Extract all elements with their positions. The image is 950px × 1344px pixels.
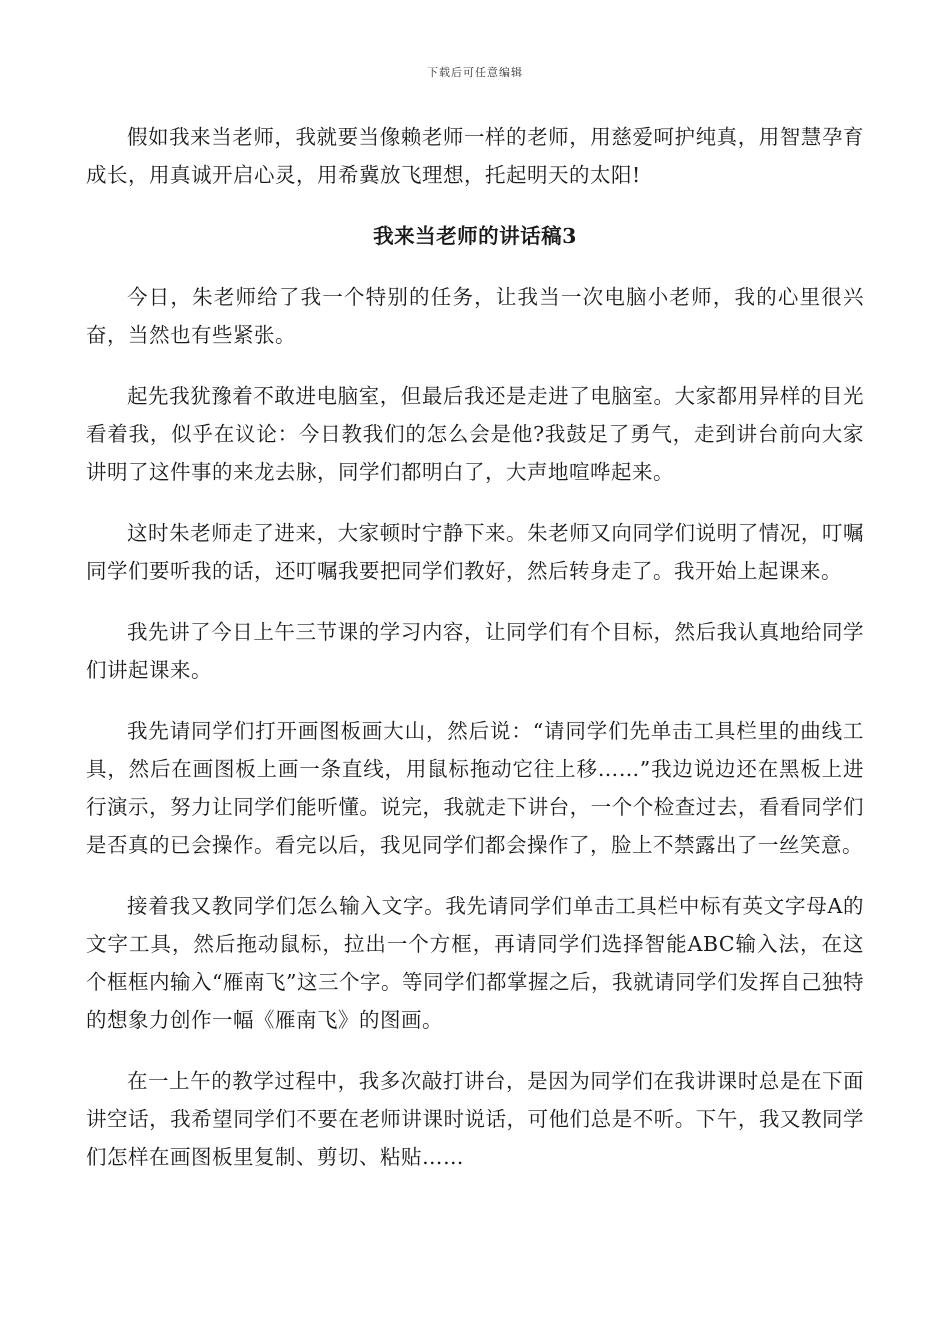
paragraph: 这时朱老师走了进来，大家顿时宁静下来。朱老师又向同学们说明了情况，叮嘱同学们要听我的话，还叮嘱我要把同学们教好，然后转身走了。我开始上起课来。 bbox=[86, 521, 864, 583]
section-title: 我来当老师的讲话稿3 bbox=[373, 224, 577, 248]
paragraph: 我先讲了今日上午三节课的学习内容，让同学们有个目标，然后我认真地给同学们讲起课来。 bbox=[86, 620, 864, 682]
document-body bbox=[86, 118, 864, 1199]
paragraph: 我先请同学们打开画图板画大山，然后说：“请同学们先单击工具栏里的曲线工具，然后在画图板上画一条直线，用鼠标拖动它往上移……”我边说边还在黑板上进行演示，努力让同学们能听懂。说完，我就走下讲台，一个个检查过去，看看同学们是否真的已会操作。看完以后，我见同学们都会操作了，脸上不禁露出了一丝笑意。 bbox=[86, 719, 864, 857]
paragraph: 接着我又教同学们怎么输入文字。我先请同学们单击工具栏中标有英文字母A的文字工具，然后拖动鼠标，拉出一个方框，再请同学们选择智能ABC输入法，在这个框框内输入“雁南飞”这三个字。等同学们都掌握之后，我就请同学们发挥自己独特的想象力创作一幅《雁南飞》的图画。 bbox=[86, 894, 864, 1032]
intro-paragraph: 假如我来当老师，我就要当像赖老师一样的老师，用慈爱呵护纯真，用智慧孕育成长，用真诚开启心灵，用希冀放飞理想，托起明天的太阳! bbox=[86, 125, 864, 187]
paragraph: 在一上午的教学过程中，我多次敲打讲台，是因为同学们在我讲课时总是在下面讲空话，我希望同学们不要在老师讲课时说话，可他们总是不听。下午，我又教同学们怎样在画图板里复制、剪切、粘贴…… bbox=[86, 1069, 864, 1169]
paragraph: 起先我犹豫着不敢进电脑室，但最后我还是走进了电脑室。大家都用异样的目光看着我，似乎在议论：今日教我们的怎么会是他?我鼓足了勇气，走到讲台前向大家讲明了这件事的来龙去脉，同学们都明白了，大声地喧哗起来。 bbox=[86, 384, 864, 484]
paragraph: 今日，朱老师给了我一个特别的任务，让我当一次电脑小老师，我的心里很兴奋，当然也有些紧张。 bbox=[86, 285, 864, 347]
header-note: 下载后可任意编辑 bbox=[427, 66, 523, 79]
